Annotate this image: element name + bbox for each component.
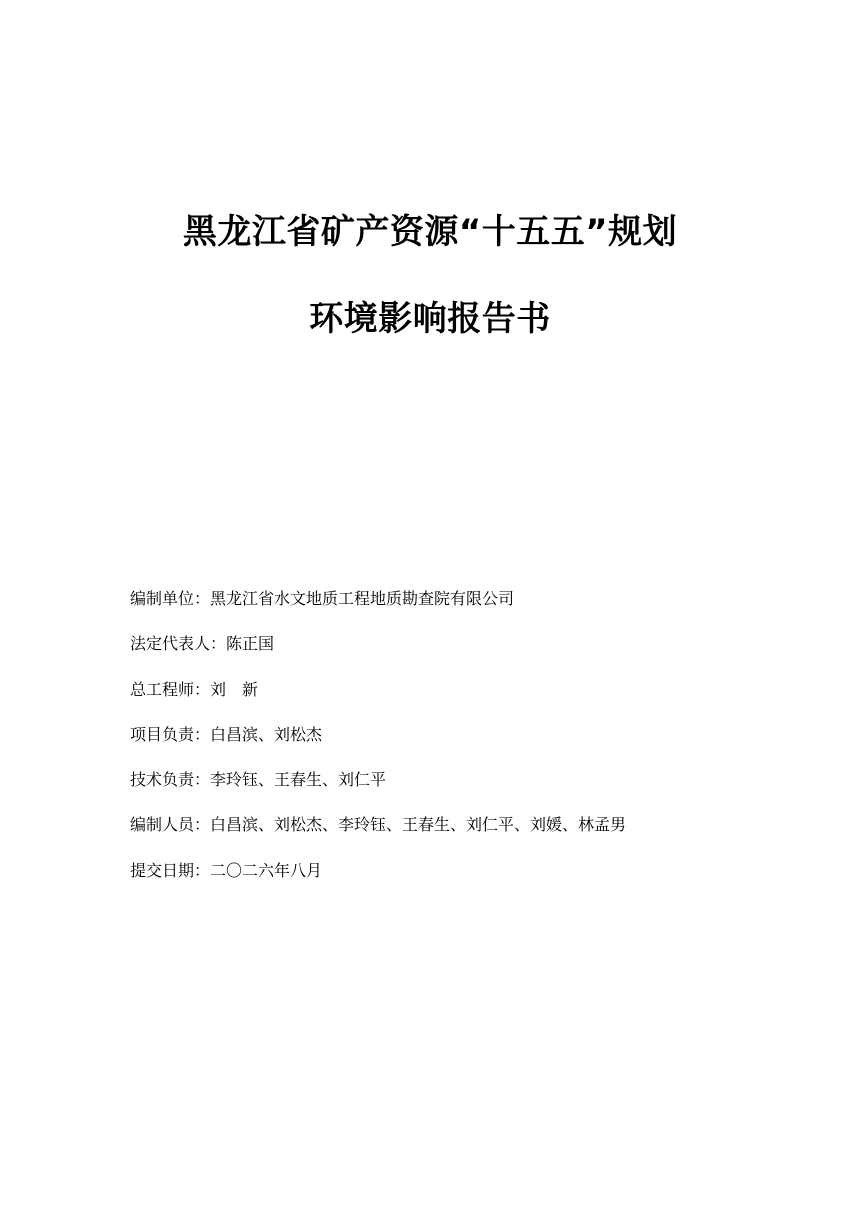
info-value: 白昌滨、刘松杰 bbox=[210, 724, 323, 744]
info-row-legal-representative bbox=[130, 632, 626, 656]
info-value: 白昌滨、刘松杰、李玲钰、王春生、刘仁平、刘媛、林孟男 bbox=[210, 815, 627, 835]
info-row-chief-engineer bbox=[130, 678, 626, 702]
info-value: 李玲钰、王春生、刘仁平 bbox=[210, 770, 387, 790]
info-label: 项目负责： bbox=[130, 724, 211, 744]
document-info-list bbox=[130, 587, 626, 904]
info-value: 二〇二六年八月 bbox=[210, 860, 323, 880]
document-title bbox=[0, 212, 860, 339]
info-label: 总工程师： bbox=[130, 679, 211, 699]
title-line-2: 环境影响报告书 bbox=[309, 299, 551, 339]
info-label: 提交日期： bbox=[130, 860, 211, 880]
info-row-authors bbox=[130, 813, 626, 837]
info-row-project-lead bbox=[130, 723, 626, 747]
info-label: 技术负责： bbox=[130, 770, 211, 790]
info-row-submission-date bbox=[130, 859, 626, 883]
info-row-technical-lead bbox=[130, 768, 626, 792]
info-value: 黑龙江省水文地质工程地质勘查院有限公司 bbox=[210, 589, 515, 608]
title-line-1: 黑龙江省矿产资源“十五五”规划 bbox=[182, 212, 678, 252]
info-label: 编制人员： bbox=[130, 815, 211, 835]
info-row-organization bbox=[130, 587, 626, 611]
info-value: 陈正国 bbox=[226, 634, 275, 654]
info-label: 法定代表人： bbox=[130, 634, 227, 654]
info-value: 刘 新 bbox=[210, 679, 259, 699]
info-label: 编制单位： bbox=[130, 589, 211, 608]
